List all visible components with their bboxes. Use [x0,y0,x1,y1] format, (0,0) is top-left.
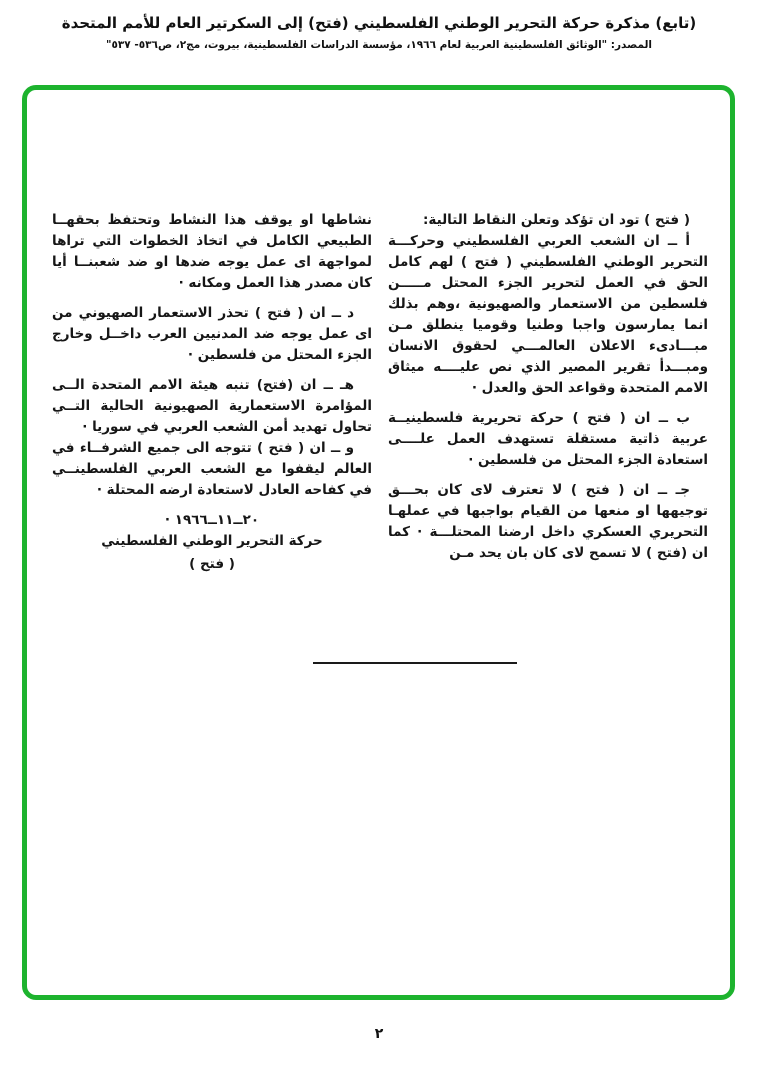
paragraph-continuation: نشاطها او يوقف هذا النشاط وتحتفظ بحقهــا الطبيعي الكامل في اتخاذ الخطوات التي تراها لمواجهة اى عمل يوجه ضدها او ضد شعبنــا أيا كان مصدر هذا العمل ومكانه · [52,212,372,291]
page-number: ٢ [374,1026,384,1042]
document-title: (تابع) مذكرة حركة التحرير الوطني الفلسطيني (فتح) إلى السكرتير العام للأمم المتحدة [61,14,697,32]
document-date: ٢٠ــ١١ــ١٩٦٦ · [164,512,260,528]
paragraph-item-f: و ــ ان ( فتح ) تتوجه الى جميع الشرفــاء في العالم ليقفوا مع الشعب العربي الفلسطينــي في كفاحه العادل لاستعادة ارضه المحتلة · [52,440,372,498]
paragraph-item-a: أ ــ ان الشعب العربي الفلسطيني وحركـــة التحرير الوطني الفلسطيني ( فتح ) لهم كامل الحق في العمل لتحرير الجزء المحتل مـــــن فلسطين من الاستعمار والصهيونية ،وهم بذلك انما يمارسون واجبا وطنيا وقوميا ينطلق مـن مبـــادىء الاعلان العالمـــي لحقوق الانسان ومبـــدأ تقرير المصير الذي نص عليــــه ميثاق الامم المتحدة وقواعد الحق والعدل · [388,233,708,396]
text-column-left [52,210,372,577]
text-column-right [388,210,708,573]
paragraph-item-c: جـ ــ ان ( فتح ) لا تعترف لاى كان بحـــق توجيهها او منعها من القيام بواجبها في عملهـا التحريري العسكري داخل ارضنا المحتلـــة · كما ان (فتح ) لا تسمح لاى كان بان يحد مـن [388,482,708,561]
signature-fatah: ( فتح ) [189,556,235,572]
signature-organization: حركة التحرير الوطني الفلسطيني [101,533,323,549]
horizontal-divider-line [313,662,517,664]
document-source-citation: المصدر: "الوثائق الفلسطينية العربية لعام ١٩٦٦، مؤسسة الدراسات الفلسطينية، بيروت، مج٢، ص٥٣٦- ٥٣٧" [105,39,653,51]
paragraph-item-b: ب ــ ان ( فتح ) حركة تحريرية فلسطينيــة عربية ذاتية مستقلة تستهدف العمل علــــى استعادة الجزء المحتل من فلسطين · [388,410,708,468]
paragraph-item-d: د ــ ان ( فتح ) تحذر الاستعمار الصهيوني من اى عمل يوجه ضد المدنيين العرب داخــل وخارج الجزء المحتل من فلسطين · [52,305,372,363]
document-header [0,12,758,53]
paragraph-intro: ( فتح ) تود ان تؤكد وتعلن النقاط التالية: [422,212,690,228]
paragraph-item-e: هـ ــ ان (فتح) تنبه هيئة الامم المتحدة الــى المؤامرة الاستعمارية الصهيونية الحالية التــي تحاول تهديد أمن الشعب العربي في سوريا · [52,377,372,435]
